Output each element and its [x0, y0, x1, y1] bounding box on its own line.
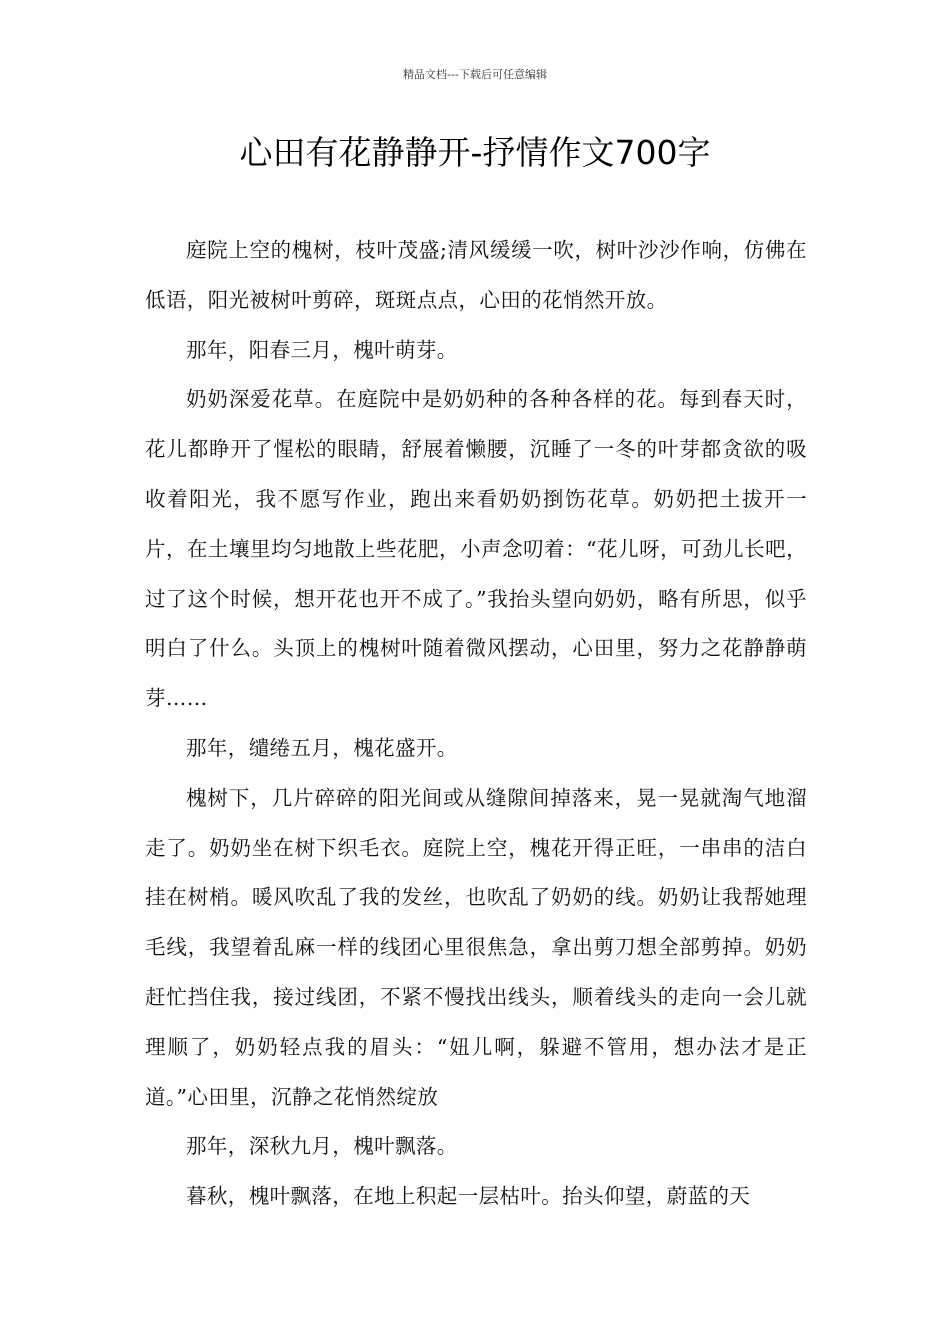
paragraph-1: 庭院上空的槐树，枝叶茂盛;清风缓缓一吹，树叶沙沙作响，仿佛在低语，阳光被树叶剪碎，斑斑点点，心田的花悄然开放。 [145, 238, 807, 312]
paragraph-5: 槐树下，几片碎碎的阳光间或从缝隙间掉落来，晃一晃就淘气地溜走了。奶奶坐在树下织毛衣。庭院上空，槐花开得正旺，一串串的洁白挂在树梢。暖风吹乱了我的发丝，也吹乱了奶奶的线。奶奶让我帮她理毛线，我望着乱麻一样的线团心里很焦急，拿出剪刀想全部剪掉。奶奶赶忙挡住我，接过线团，不紧不慢找出线头，顺着线头的走向一会儿就理顺了，奶奶轻点我的眉头：“妞儿啊，躲避不管用，想办法才是正道。”心田里，沉静之花悄然绽放 [145, 785, 807, 1109]
paragraph-6: 那年，深秋九月，槐叶飘落。 [186, 1134, 458, 1159]
header-note: 精品文档---下载后可任意编辑 [403, 68, 547, 81]
paragraph-4: 那年，缱绻五月，槐花盛开。 [186, 735, 458, 760]
paragraph-2: 那年，阳春三月，槐叶萌芽。 [186, 337, 458, 362]
document-title: 心田有花静静开-抒情作文700字 [239, 133, 711, 172]
paragraph-3: 奶奶深爱花草。在庭院中是奶奶种的各种各样的花。每到春天时，花儿都睁开了惺松的眼睛，舒展着懒腰，沉睡了一冬的叶芽都贪欲的吸收着阳光，我不愿写作业，跑出来看奶奶捯饬花草。奶奶把土拔开一片，在土壤里均匀地散上些花肥，小声念叨着：“花儿呀，可劲儿长吧，过了这个时候，想开花也开不成了。”我抬头望向奶奶，略有所思，似乎明白了什么。头顶上的槐树叶随着微风摆动，心田里，努力之花静静萌芽…… [145, 387, 807, 711]
article-body [145, 226, 807, 1222]
paragraph-7: 暮秋，槐叶飘落，在地上积起一层枯叶。抬头仰望，蔚蓝的天 [186, 1184, 751, 1209]
